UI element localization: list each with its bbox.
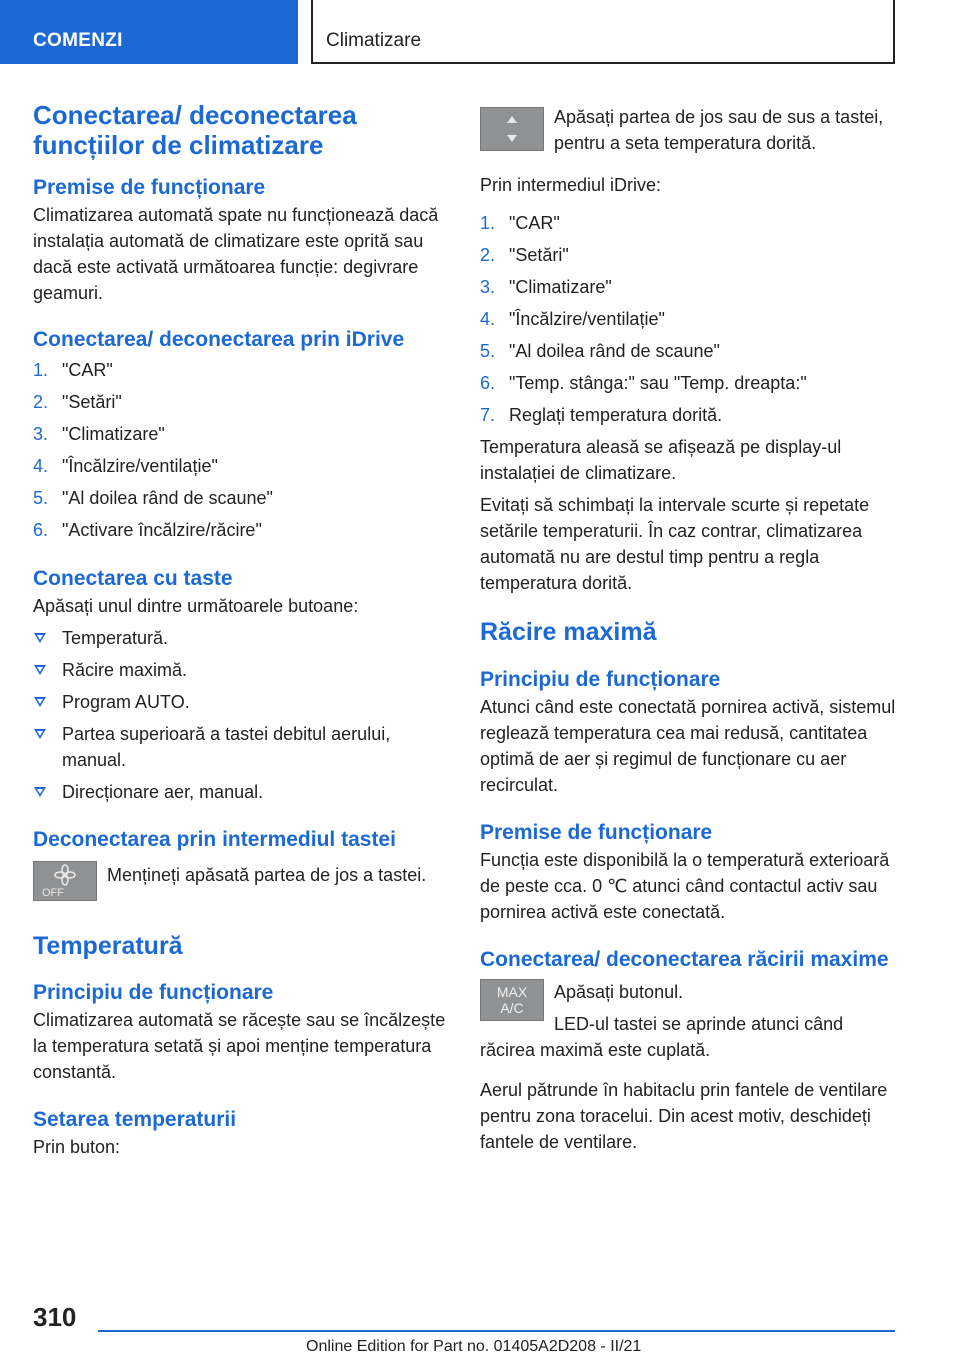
off-label: OFF — [42, 887, 64, 899]
list-item: 5. "Al doilea rând de scaune" — [33, 488, 273, 508]
heading-principle-right: Principiu de funcționare — [480, 668, 721, 691]
principle-text: Climatizarea automată se răcește sau se încălzește la temperatura setată și apoi menține temperatura constantă. — [33, 1010, 446, 1082]
edition-text: Online Edition for Part no. 01405A2D208 - II/21 — [306, 1338, 642, 1355]
premise-text-right: Funcția este disponibilă la o temperatură exterioară de peste cca. 0 ℃ atunci când contactul activ sau pornirea activă este conectată. — [480, 850, 890, 922]
heading-principle: Principiu de funcționare — [33, 981, 274, 1004]
list-item: 4. "Încălzire/ventilație" — [480, 309, 665, 329]
section-label: COMENZI — [33, 30, 123, 51]
bullet-triangle-icon — [34, 697, 46, 707]
list-item: Partea superioară a tastei debitul aerului, manual. — [33, 721, 448, 773]
heading-connect-functions: Conectarea/ deconectarea funcțiilor de climatizare — [33, 100, 357, 160]
list-item: 6. "Temp. stânga:" sau "Temp. dreapta:" — [480, 373, 807, 393]
principle-text-right: Atunci când este conectată pornirea activă, sistemul reglează temperatura cea mai redusă, cantitatea optimă de aer și regimul de funcționare cu aer recirculat. — [480, 697, 896, 795]
heading-keys: Conectarea cu taste — [33, 567, 233, 590]
idrive-intro: Prin intermediul iDrive: — [480, 175, 662, 195]
max-ac-row — [480, 979, 898, 1063]
button-text: Apăsați partea de jos sau de sus a tastei, pentru a seta temperatura dorită. — [554, 107, 884, 153]
idrive-steps-list — [33, 357, 448, 543]
page-number: 310 — [33, 1302, 77, 1332]
premise-text: Climatizarea automată spate nu funcționează dacă instalația automată de climatizare este oprită sau dacă este activată următoarea funcție: degivrare geamuri. — [33, 205, 439, 303]
list-item: 2. "Setări" — [480, 245, 569, 265]
left-column — [33, 100, 448, 1160]
deconnect-text: Mențineți apăsată partea de jos a tastei. — [107, 865, 427, 885]
svg-text:A/C: A/C — [500, 1000, 524, 1016]
heading-idrive: Conectarea/ deconectarea prin iDrive — [33, 328, 405, 351]
max-ac-button-icon — [480, 979, 544, 1021]
list-item: 6. "Activare încălzire/răcire" — [33, 520, 262, 540]
list-item: Răcire maximă. — [33, 657, 448, 683]
temp-up-down-button-icon — [480, 107, 544, 151]
list-item: 3. "Climatizare" — [480, 277, 612, 297]
chapter-label: Climatizare — [326, 30, 422, 51]
list-item: 1. "CAR" — [33, 360, 113, 380]
chapter-tab — [311, 0, 895, 64]
list-item: 1. "CAR" — [480, 213, 560, 233]
set-text: Prin buton: — [33, 1137, 121, 1157]
heading-max-cooling: Răcire maximă — [480, 618, 657, 646]
list-item: 4. "Încălzire/ventilație" — [33, 456, 218, 476]
bullet-triangle-icon — [34, 633, 46, 643]
press-text: Apăsați butonul. — [554, 982, 684, 1002]
right-column — [480, 104, 898, 1155]
heading-set-temperature: Setarea temperaturii — [33, 1108, 237, 1131]
svg-text:MAX: MAX — [496, 984, 528, 1000]
footer-divider — [98, 1330, 895, 1332]
heading-temperature: Temperatură — [33, 932, 183, 960]
fan-off-button-icon — [33, 861, 97, 901]
heading-premise-right: Premise de funcționare — [480, 821, 713, 844]
list-item: Program AUTO. — [33, 689, 448, 715]
air-text: Aerul pătrunde în habitaclu prin fantele de ventilare pentru zona toracelui. Din acest motiv, deschideți fantele de ventilare. — [480, 1080, 888, 1152]
avoid-text: Evitați să schimbați la intervale scurte și repetate setările temperaturii. În caz contrar, climatizarea automată nu are destul timp pentru a regla temperatura dorită. — [480, 495, 870, 593]
deconnect-row — [33, 861, 448, 901]
bullet-triangle-icon — [34, 665, 46, 675]
list-item: 3. "Climatizare" — [33, 424, 165, 444]
keys-list — [33, 625, 448, 805]
list-item: Temperatură. — [33, 625, 448, 651]
temp-button-row — [480, 104, 898, 156]
keys-intro: Apăsați unul dintre următoarele butoane: — [33, 596, 359, 616]
heading-connect-max: Conectarea/ deconectarea răcirii maxime — [480, 948, 889, 971]
list-item: 7. Reglați temperatura dorită. — [480, 405, 723, 425]
led-text: LED-ul tastei se aprinde atunci când răcirea maximă este cuplată. — [480, 1014, 844, 1060]
heading-premise: Premise de funcționare — [33, 176, 266, 199]
bullet-triangle-icon — [34, 787, 46, 797]
idrive-steps-list-right — [480, 210, 898, 428]
bullet-triangle-icon — [34, 729, 46, 739]
list-item: Direcționare aer, manual. — [33, 779, 448, 805]
display-text: Temperatura aleasă se afișează pe display-ul instalației de climatizare. — [480, 437, 842, 483]
list-item: 2. "Setări" — [33, 392, 122, 412]
list-item: 5. "Al doilea rând de scaune" — [480, 341, 720, 361]
heading-deconnect-key: Deconectarea prin intermediul tastei — [33, 828, 396, 851]
section-tab — [0, 0, 298, 64]
